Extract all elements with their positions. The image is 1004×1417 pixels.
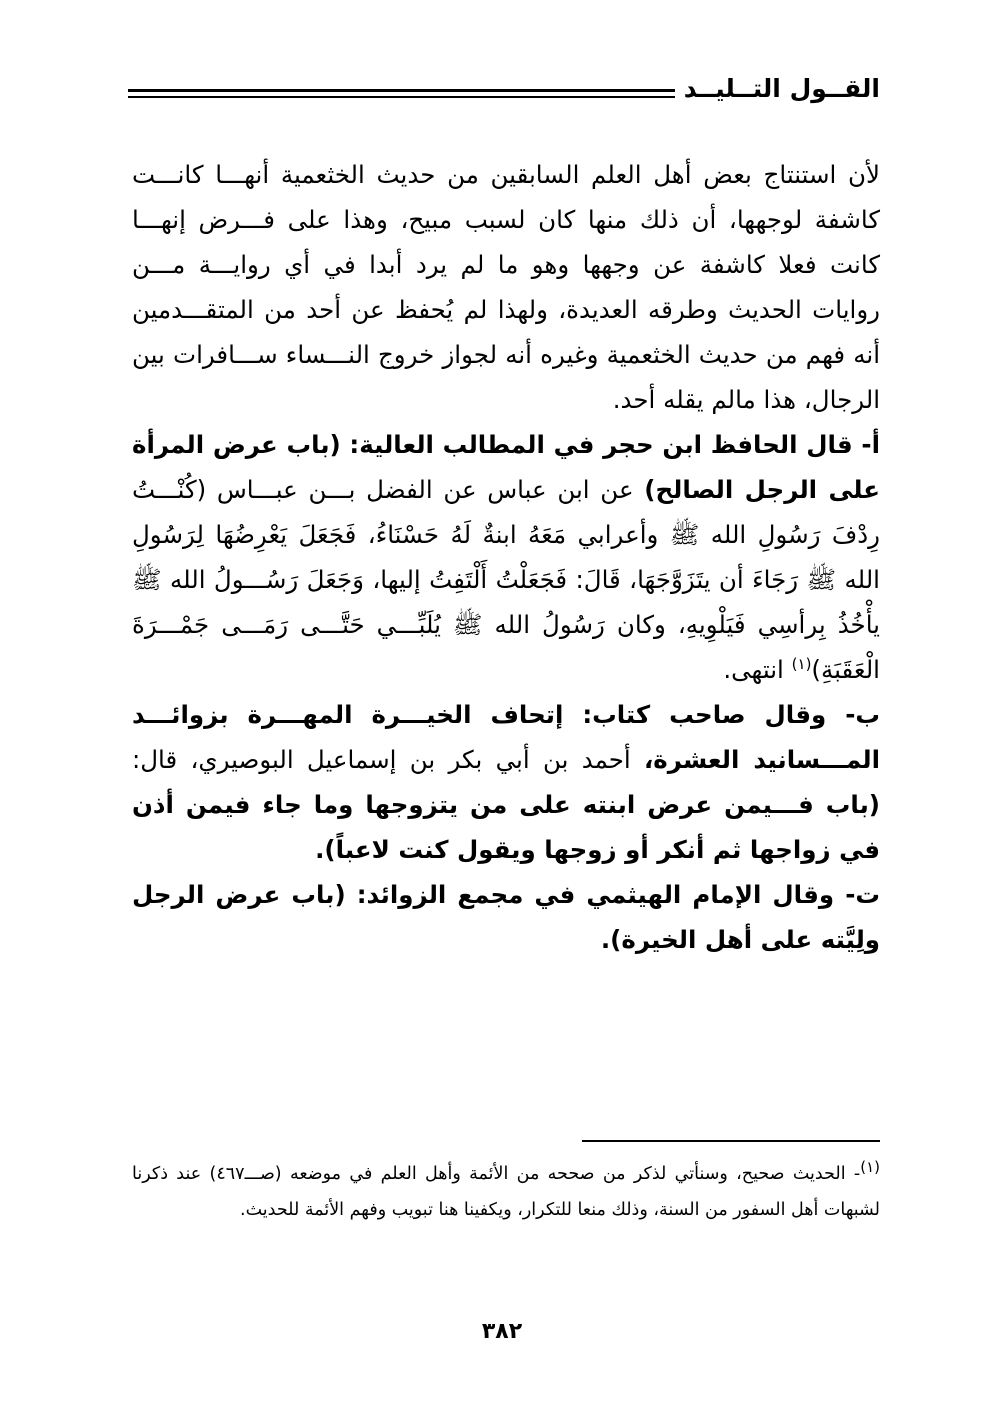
header-rule-thin <box>128 96 675 98</box>
page-number: ٣٨٢ <box>481 1319 523 1344</box>
paragraph-a-ending: انتهى. <box>723 655 792 684</box>
paragraph-a <box>132 422 880 692</box>
main-text <box>132 152 880 962</box>
paragraph-c-bold: ت- وقال الإمام الهيثمي في مجمع الزوائد: (باب عرض الرجل ولِيَّته على أهل الخيرة). <box>132 880 880 954</box>
paragraph-a-bold: أ- قال الحافظ ابن حجر في المطالب العالية: (باب عرض المرأة على الرجل الصالح) <box>132 430 880 504</box>
paragraph-b-text: أحمد بن أبي بكر بن إسماعيل البوصيري، قال: <box>132 745 644 774</box>
running-header <box>128 70 880 110</box>
paragraph-b <box>132 692 880 872</box>
paragraph-a-text: عن ابن عباس عن الفضل بـــن عبـــاس (كُنْـــتُ رِدْفَ رَسُولِ الله ﷺ وأعرابي مَعَهُ ابنةٌ لَهُ حَسْنَاءُ، فَجَعَلَ يَعْرِضُهَا لِرَسُولِ الله ﷺ رَجَاءَ أن يتَزَوَّجَهَا، قَالَ: فَجَعَلْتُ أَلْتَفِتُ إليها، وَجَعَلَ رَسُـــولُ الله ﷺ يأْخُذُ بِرأسِي فَيَلْوِيهِ، وكان رَسُولُ الله ﷺ يُلَبِّـــي حَتَّـــى رَمَـــى جَمْـــرَةَ الْعَقَبَةِ) <box>132 475 880 684</box>
intro-paragraph: لأن استنتاج بعض أهل العلم السابقين من حديث الخثعمية أنهـــا كانـــت كاشفة لوجهها، أن ذلك منها كان لسبب مبيح، وهذا على فـــرض إنهـــا كانت فعلا كاشفة عن وجهها وهو ما لم يرد أبدا في أي روايـــة مـــن روايات الحديث وطرقه العديدة، ولهذا لم يُحفظ عن أحد من المتقـــدمين أنه فهم من حديث الخثعمية وغيره أنه لجواز خروج النـــساء ســـافرات بين الرجال، هذا مالم يقله أحد. <box>132 160 880 414</box>
header-title: القــول التــليــد <box>683 74 880 103</box>
footnote-separator <box>582 1140 880 1142</box>
footnotes <box>132 1156 880 1228</box>
paragraph-c <box>132 872 880 962</box>
footnote-1-text: - الحديث صحيح، وسنأتي لذكر من صححه من الأئمة وأهل العلم في موضعه (صـــ٤٦٧) عند ذكرنا لشبهات أهل السفور من السنة، وذلك منعا للتكرار، ويكفينا هنا تبويب وفهم الأئمة للحديث. <box>132 1164 880 1220</box>
paragraph-b-bold: ب- وقال صاحب كتاب: إتحاف الخيـــرة المهـــرة بزوائـــد المـــسانيد العشرة، <box>132 700 881 774</box>
header-rule-thick <box>128 89 675 92</box>
footnote-reference[interactable]: (١) <box>791 654 812 673</box>
footnote-marker: (١) <box>860 1158 880 1177</box>
paragraph-b-quote: (باب فـــيمن عرض ابنته على من يتزوجها وما جاء فيمن أذن في زواجها ثم أنكر أو زوجها ويقول كنت لاعباً). <box>132 790 880 864</box>
footnote-1 <box>132 1156 880 1228</box>
